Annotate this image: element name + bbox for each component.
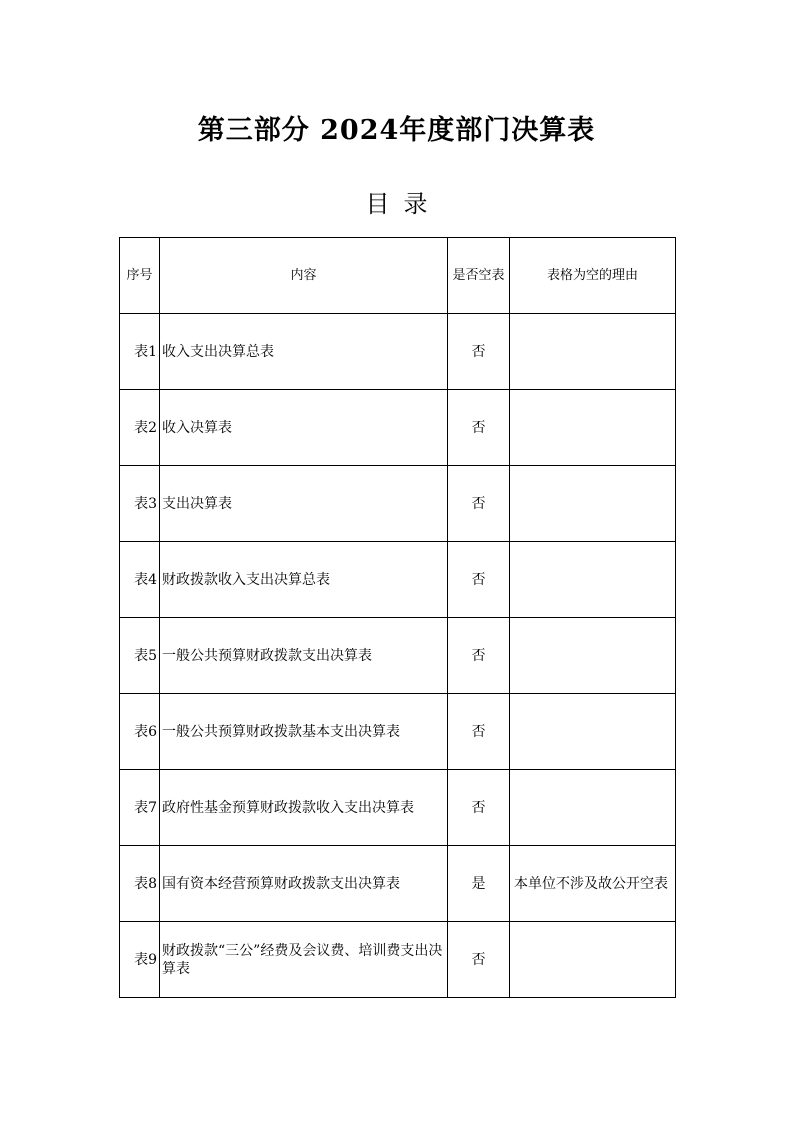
row-is-empty: 否 (448, 466, 510, 542)
row-content: 国有资本经营预算财政拨款支出决算表 (160, 846, 448, 922)
row-number: 表7 (120, 770, 160, 846)
table-row (120, 770, 676, 846)
row-number: 表9 (120, 922, 160, 998)
table-row (120, 694, 676, 770)
table-row (120, 618, 676, 694)
row-reason (510, 618, 676, 694)
table-body (120, 314, 676, 998)
row-is-empty: 否 (448, 770, 510, 846)
row-reason (510, 694, 676, 770)
contents-table (119, 237, 676, 998)
row-content: 政府性基金预算财政拨款收入支出决算表 (160, 770, 448, 846)
table-row (120, 466, 676, 542)
row-content: 收入支出决算总表 (160, 314, 448, 390)
row-reason (510, 922, 676, 998)
row-is-empty: 否 (448, 314, 510, 390)
table-row (120, 542, 676, 618)
row-content: 财政拨款“三公”经费及会议费、培训费支出决算表 (160, 922, 448, 998)
row-number: 表4 (120, 542, 160, 618)
row-content: 一般公共预算财政拨款基本支出决算表 (160, 694, 448, 770)
row-reason (510, 466, 676, 542)
table-row (120, 314, 676, 390)
row-number: 表5 (120, 618, 160, 694)
row-number: 表3 (120, 466, 160, 542)
row-number: 表1 (120, 314, 160, 390)
header-reason: 表格为空的理由 (510, 238, 676, 314)
row-is-empty: 否 (448, 694, 510, 770)
row-reason: 本单位不涉及故公开空表 (510, 846, 676, 922)
row-content: 支出决算表 (160, 466, 448, 542)
row-number: 表8 (120, 846, 160, 922)
row-is-empty: 否 (448, 618, 510, 694)
header-is-empty: 是否空表 (448, 238, 510, 314)
table-row (120, 390, 676, 466)
row-reason (510, 390, 676, 466)
row-reason (510, 542, 676, 618)
row-is-empty: 否 (448, 542, 510, 618)
row-reason (510, 770, 676, 846)
header-no: 序号 (120, 238, 160, 314)
table-row (120, 922, 676, 998)
row-is-empty: 否 (448, 390, 510, 466)
page-title: 第三部分 2024年度部门决算表 (197, 115, 596, 146)
row-number: 表2 (120, 390, 160, 466)
row-content: 一般公共预算财政拨款支出决算表 (160, 618, 448, 694)
table-of-contents-heading: 目录 (365, 190, 442, 218)
row-is-empty: 是 (448, 846, 510, 922)
row-content: 财政拨款收入支出决算总表 (160, 542, 448, 618)
header-content: 内容 (160, 238, 448, 314)
row-content: 收入决算表 (160, 390, 448, 466)
row-number: 表6 (120, 694, 160, 770)
table-row (120, 846, 676, 922)
table-header-row (120, 238, 676, 314)
row-reason (510, 314, 676, 390)
row-is-empty: 否 (448, 922, 510, 998)
